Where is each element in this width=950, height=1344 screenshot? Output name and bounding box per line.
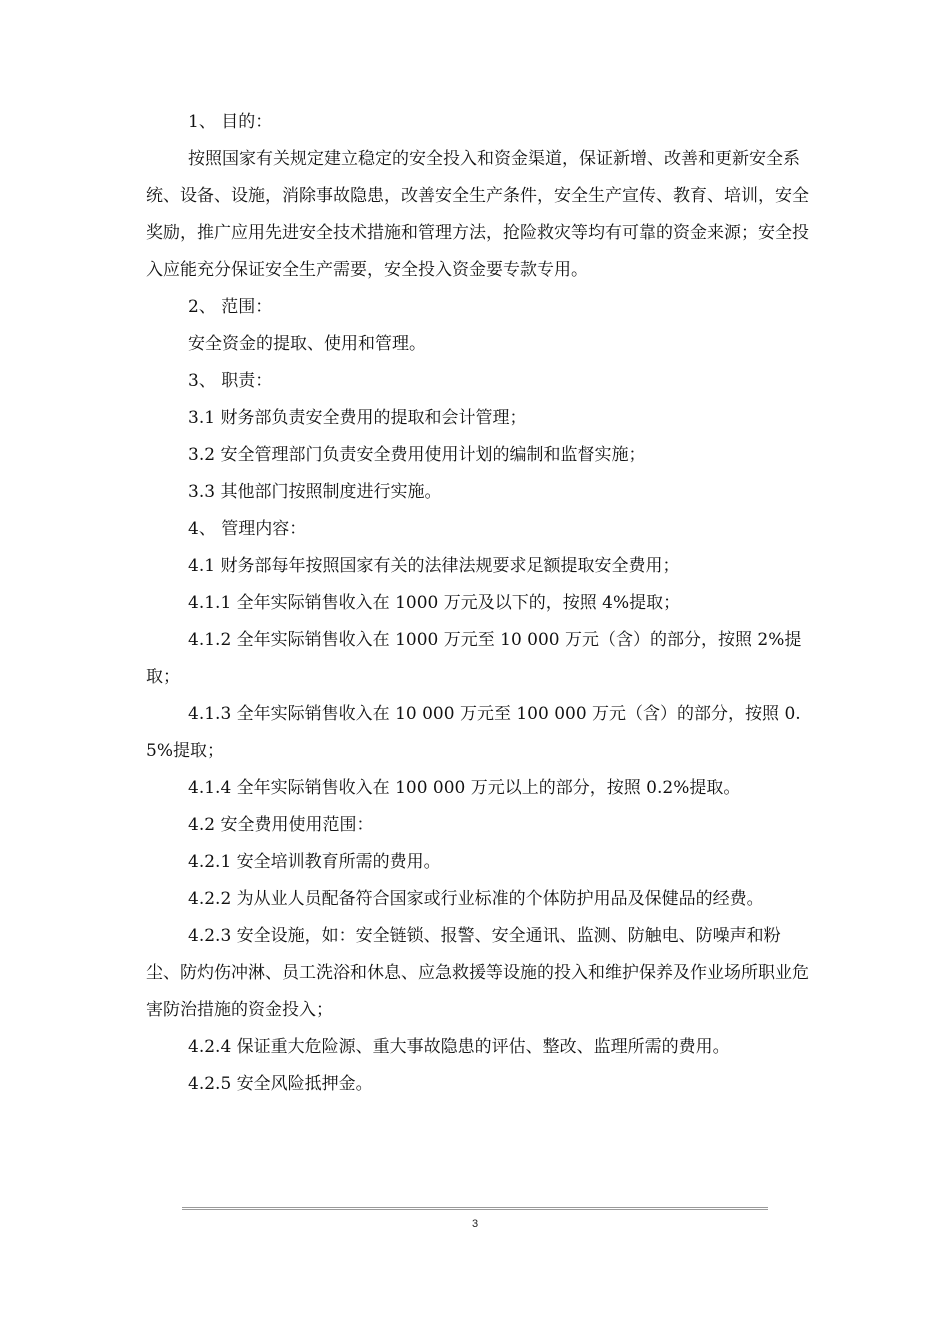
clause-3-3: 3.3 其他部门按照制度进行实施。 xyxy=(188,482,442,502)
clause-4-2-1: 4.2.1 安全培训教育所需的费用。 xyxy=(188,852,441,872)
document-body xyxy=(146,104,810,1103)
clause-3-1: 3.1 财务部负责安全费用的提取和会计管理； xyxy=(188,408,527,428)
clause-4-1: 4.1 财务部每年按照国家有关的法律法规要求足额提取安全费用； xyxy=(188,556,680,576)
clause-4-1-3: 4.1.3 全年实际销售收入在 10 000 万元至 100 000 万元（含）的部分，按照 0.5%提取； xyxy=(146,704,801,761)
clause-4-2: 4.2 安全费用使用范围： xyxy=(188,815,374,835)
scope-paragraph: 安全资金的提取、使用和管理。 xyxy=(188,334,426,354)
section-heading-scope: 2、 范围： xyxy=(188,297,273,317)
page-number: 3 xyxy=(471,1218,479,1230)
clause-4-1-2: 4.1.2 全年实际销售收入在 1000 万元至 10 000 万元（含）的部分，按照 2%提取； xyxy=(146,630,802,687)
purpose-paragraph: 按照国家有关规定建立稳定的安全投入和资金渠道，保证新增、改善和更新安全系统、设备、设施，消除事故隐患，改善安全生产条件，安全生产宣传、教育、培训，安全奖励，推广应用先进安全技术措施和管理方法，抢险救灾等均有可靠的资金来源；安全投入应能充分保证安全生产需要，安全投入资金要专款专用。 xyxy=(146,149,809,280)
clause-3-2: 3.2 安全管理部门负责安全费用使用计划的编制和监督实施； xyxy=(188,445,646,465)
clause-4-1-4: 4.1.4 全年实际销售收入在 100 000 万元以上的部分，按照 0.2%提取。 xyxy=(188,778,741,798)
clause-4-2-2: 4.2.2 为从业人员配备符合国家或行业标准的个体防护用品及保健品的经费。 xyxy=(188,889,764,909)
section-heading-responsibilities: 3、 职责： xyxy=(188,371,273,391)
footer-divider xyxy=(182,1207,768,1210)
clause-4-2-3: 4.2.3 安全设施，如：安全链锁、报警、安全通讯、监测、防触电、防噪声和粉尘、防灼伤冲淋、员工洗浴和休息、应急救援等设施的投入和维护保养及作业场所职业危害防治措施的资金投入； xyxy=(146,926,809,1020)
section-heading-management-content: 4、 管理内容： xyxy=(188,519,307,539)
clause-4-2-5: 4.2.5 安全风险抵押金。 xyxy=(188,1074,373,1094)
clause-4-2-4: 4.2.4 保证重大危险源、重大事故隐患的评估、整改、监理所需的费用。 xyxy=(188,1037,730,1057)
section-heading-purpose: 1、 目的： xyxy=(188,112,273,132)
clause-4-1-1: 4.1.1 全年实际销售收入在 1000 万元及以下的，按照 4%提取； xyxy=(188,593,681,613)
